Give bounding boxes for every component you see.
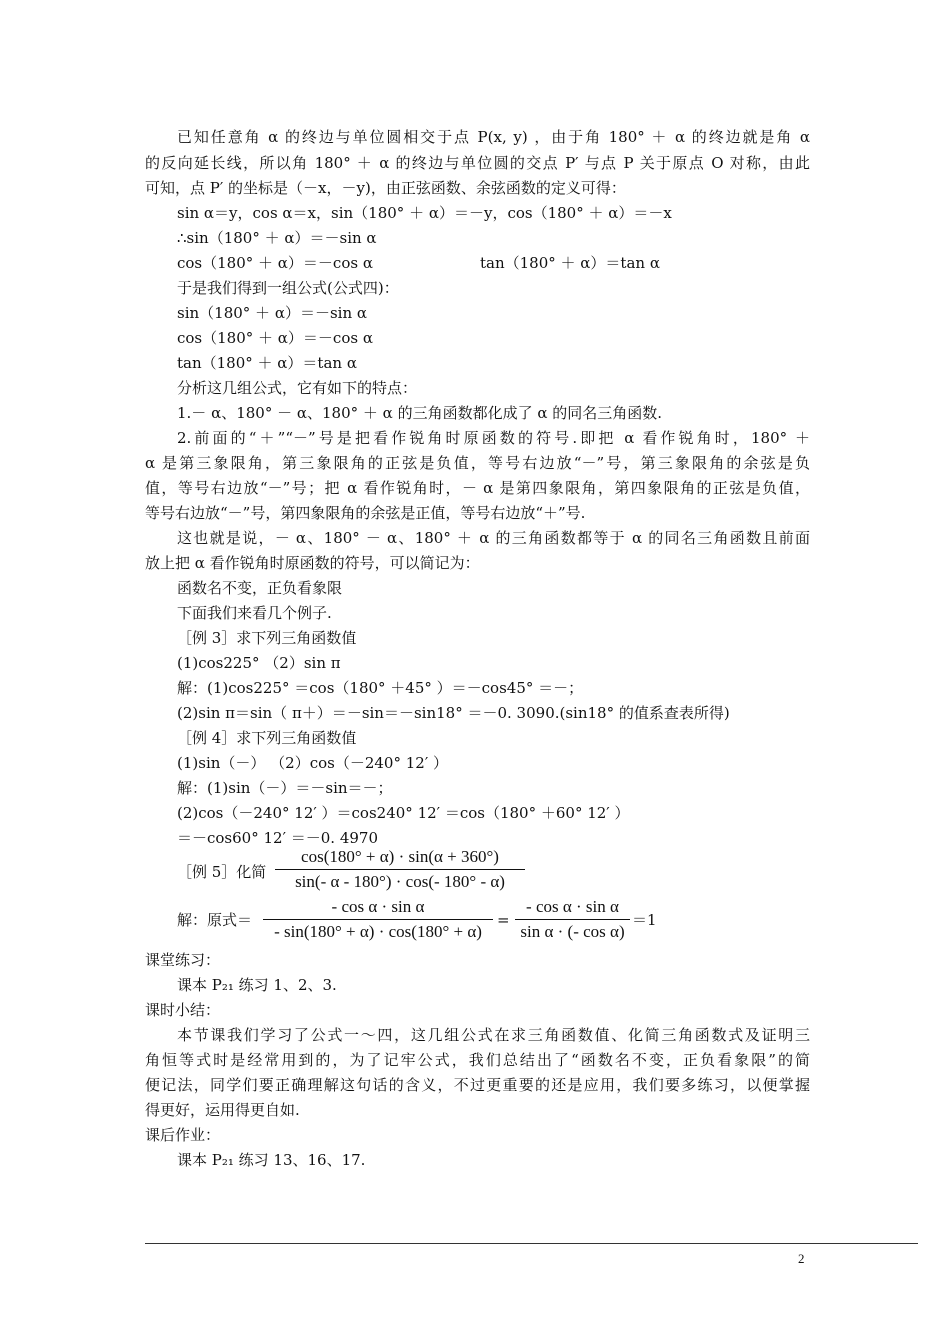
example4-solution: (2)cos（－240° 12′ ）＝cos240° 12′ ＝cos（180° ＋60° 12′ ）: [177, 804, 630, 822]
example3-solution: 解：(1)cos225° ＝cos（180° ＋45° ）＝－cos45° ＝－；: [177, 679, 584, 697]
example4-title: ［例 4］求下列三角函数值: [177, 729, 357, 747]
fraction-bar: [515, 919, 630, 920]
mnemonic-text: 函数名不变，正负看象限: [177, 579, 343, 597]
example5-title: ［例 5］化简: [177, 863, 267, 881]
analysis-text: 分析这几组公式，它有如下的特点：: [177, 379, 418, 397]
summary-line: 放上把 α 看作锐角时原函数的符号，可以简记为：: [145, 554, 480, 572]
equation-line: sin α＝y，cos α＝x，sin（180° ＋ α）＝－y，cos（180° ＋ α）＝－x: [177, 204, 672, 222]
homework-heading: 课后作业：: [145, 1126, 221, 1144]
fraction-bar: [263, 919, 493, 920]
formula-intro: 于是我们得到一组公式(公式四)：: [177, 279, 399, 297]
fraction-numerator: - cos α · sin α: [331, 897, 425, 916]
footer-divider: [145, 1243, 918, 1244]
page-number: 2: [798, 1251, 805, 1266]
point2-line: 2.前面的“＋”“－”号是把看作锐角时原函数的符号.即把 α 看作锐角时，180° ＋: [177, 429, 810, 447]
point2-line: α 是第三象限角，第三象限角的正弦是负值，等号右边放“－”号，第三象限角的余弦是负: [145, 454, 810, 472]
solution-result: ＝1: [632, 911, 657, 929]
formula-line: tan（180° ＋ α）＝tan α: [177, 354, 357, 372]
equation-line: cos（180° ＋ α）＝－cos α: [177, 254, 373, 272]
fraction-bar: [275, 869, 525, 870]
fraction-denominator: sin α · (- cos α): [520, 922, 625, 941]
paragraph1-line: 的反向延长线，所以角 180° ＋ α 的终边与单位圆的交点 P′ 与点 P 关于原点 O 对称，由此: [145, 154, 810, 172]
equals-sign: =: [497, 911, 510, 929]
example5-fraction: [275, 846, 525, 893]
classwork-text: 课本 P₂₁ 练习 1、2、3.: [177, 976, 337, 994]
example3-solution: (2)sin π＝sin（ π＋）＝－sin＝－sin18° ＝－0. 3090.(sin18° 的值系查表所得): [177, 704, 730, 722]
equation-line: ∴sin（180° ＋ α）＝－sin α: [177, 229, 377, 247]
example4-solution: 解：(1)sin（－）＝－sin＝－；: [177, 779, 393, 797]
point2-line: 等号右边放“－”号，第四象限角的余弦是正值，等号右边放“＋”号.: [145, 504, 586, 522]
fraction-denominator: - sin(180° + α) · cos(180° + α): [274, 922, 482, 941]
formula-line: sin（180° ＋ α）＝－sin α: [177, 304, 368, 322]
paragraph1-line: 已知任意角 α 的终边与单位圆相交于点 P(x, y) ，由于角 180° ＋ α 的终边就是角 α: [177, 128, 810, 146]
conclusion-line: 本节课我们学习了公式一～四，这几组公式在求三角函数值、化简三角函数式及证明三: [177, 1026, 810, 1044]
example5-solution-prefix: 解：原式＝: [177, 911, 253, 929]
conclusion-heading: 课时小结：: [145, 1001, 221, 1019]
conclusion-line: 角恒等式时是经常用到的，为了记牢公式，我们总结出了“函数名不变，正负看象限”的简: [145, 1051, 810, 1069]
point1-text: 1.－ α、180° － α、180° ＋ α 的三角函数都化成了 α 的同名三角函数.: [177, 404, 663, 422]
paragraph1-line: 可知，点 P′ 的坐标是（－x，－y)，由正弦函数、余弦函数的定义可得：: [145, 179, 626, 197]
examples-intro: 下面我们来看几个例子.: [177, 604, 332, 622]
equation-line: tan（180° ＋ α）＝tan α: [480, 254, 660, 272]
example3-title: ［例 3］求下列三角函数值: [177, 629, 357, 647]
point2-line: 值，等号右边放“－”号；把 α 看作锐角时，－ α 是第四象限角，第四象限角的正弦是负值，: [145, 479, 810, 497]
fraction-denominator: sin(- α - 180°) · cos(- 180° - α): [295, 872, 505, 891]
solution-fraction-2: [515, 896, 630, 943]
fraction-numerator: - cos α · sin α: [526, 897, 619, 916]
summary-line: 这也就是说，－ α、180° － α、180° ＋ α 的三角函数都等于 α 的同名三角函数且前面: [177, 529, 810, 547]
conclusion-line: 便记法，同学们要正确理解这句话的含义，不过更重要的还是应用，我们要多练习，以便掌握: [145, 1076, 810, 1094]
classwork-heading: 课堂练习：: [145, 951, 221, 969]
homework-text: 课本 P₂₁ 练习 13、16、17.: [177, 1151, 366, 1169]
example4-problems: (1)sin（－） （2）cos（－240° 12′ ）: [177, 754, 449, 772]
example4-solution: ＝－cos60° 12′ ＝－0. 4970: [177, 829, 378, 847]
fraction-numerator: cos(180° + α) · sin(α + 360°): [301, 847, 499, 866]
example3-problems: (1)cos225° （2）sin π: [177, 654, 341, 672]
conclusion-line: 得更好，运用得更自如.: [145, 1101, 300, 1119]
solution-fraction-1: [263, 896, 493, 943]
formula-line: cos（180° ＋ α）＝－cos α: [177, 329, 373, 347]
